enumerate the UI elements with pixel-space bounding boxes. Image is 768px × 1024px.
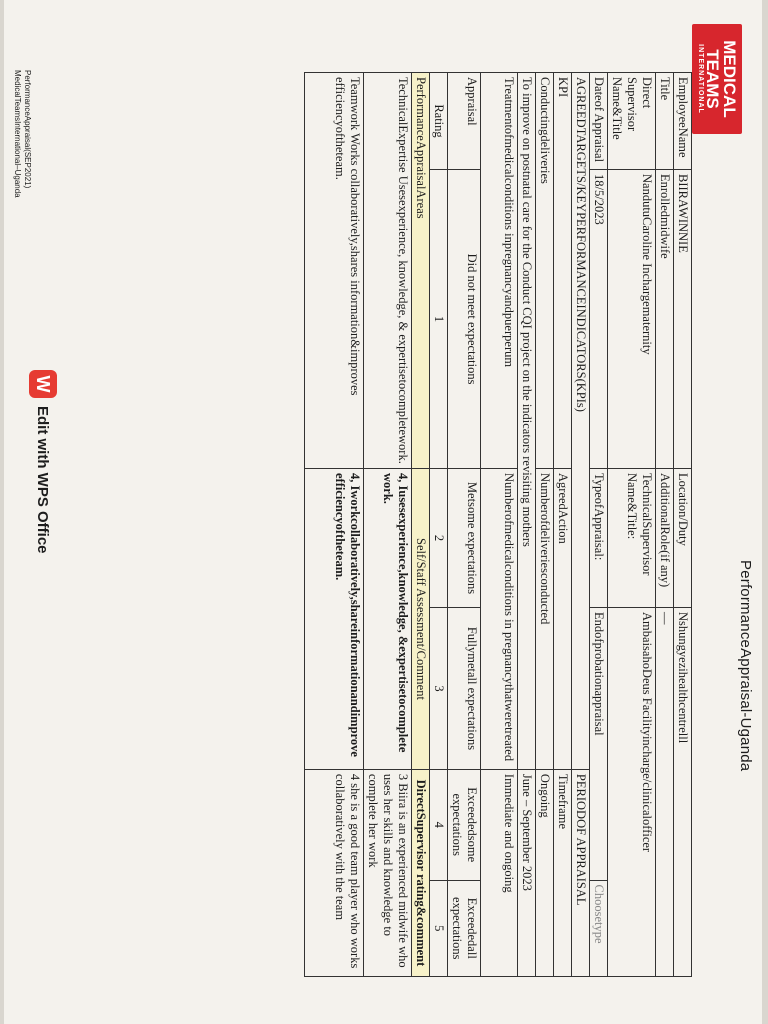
rating-labels-row <box>448 73 481 977</box>
rating-level-label: Fullymetall expectations <box>448 608 481 770</box>
rating-value: 1 <box>430 170 448 469</box>
rating-level-label: Metsome expectations <box>448 469 481 608</box>
technical-supervisor-label: TechnicalSupervisor Name&Title: <box>608 469 656 608</box>
action-cell: Numberofmedicalconditions in pregnancythatweretreated <box>481 469 518 770</box>
direct-supervisor-value: NandutuCaroline Inchargematernity <box>608 170 656 469</box>
rotated-content <box>4 0 762 1024</box>
area-cell: TechnicalExpertise Usesexperience, knowledge, & expertisetocompletework. <box>364 73 412 469</box>
kpi-row <box>536 73 554 977</box>
performance-header-row <box>412 73 430 977</box>
page-footer <box>13 70 32 198</box>
footer-line: PerformanceAppraisal(SEP2021) <box>23 70 32 189</box>
wps-label: Edit with WPS Office <box>34 406 52 554</box>
kpi-title-row <box>572 73 590 977</box>
self-cell: 4, Iusesexperience,knowledge, &expertisetocomplete work. <box>364 469 412 770</box>
kpi-header-row <box>554 73 572 977</box>
rating-level-label: Exceededsome expectations <box>448 769 481 880</box>
rating-value: 3 <box>430 608 448 770</box>
performance-row <box>364 73 412 977</box>
kpi-section-title: AGREEDTARGETS/KEYPERFORMANCEINDICATORS(KPIs) <box>572 73 590 770</box>
kpi-cell: Treatmentofmedicalconditions inpregnancyandpuerperum <box>481 73 518 469</box>
timeframe-cell: June – September 2023 <box>518 769 536 976</box>
rating-level-label: Exceededall expectations <box>448 880 481 976</box>
location-value: Nshungyezihealthcentrelll <box>674 608 692 977</box>
location-label: Location/Duty <box>674 469 692 608</box>
footer-line: MedicalTeamsInternational–Uganda <box>13 70 23 198</box>
self-cell: 4, Iworkcollaboratively,shareinformationandimprove efficiencyoftheteam. <box>305 469 364 770</box>
direct-supervisor-label: Direct Supervisor Name&Title <box>608 73 656 170</box>
appraisal-label: Appraisal <box>448 73 481 170</box>
technical-supervisor-value: AmbaisahoDeus Facilityincharge/clinicalofficer <box>608 608 656 977</box>
self-col-header: Self/Staff Assessment/Comment <box>412 469 430 770</box>
employee-row-2 <box>656 73 674 977</box>
kpi-row <box>481 73 518 977</box>
area-col-header: PerformanceAppraisalAreas <box>412 73 430 469</box>
date-value: 18/5/2023 <box>590 170 608 469</box>
wps-edit-button[interactable] <box>29 370 57 554</box>
employee-row-4 <box>590 73 608 977</box>
additional-role-label: AdditionalRole(if any) <box>656 469 674 608</box>
action-cell: Numberofdeliveriesconducted <box>536 469 554 770</box>
wps-icon: W <box>29 370 57 398</box>
kpi-cell: Conductingdeliveries <box>536 73 554 469</box>
performance-row <box>305 73 364 977</box>
rating-value: 5 <box>430 880 448 976</box>
document-title: PerformanceAppraisal-Uganda <box>737 560 754 772</box>
date-label: Dateof Appraisal <box>590 73 608 170</box>
rating-values-row <box>430 73 448 977</box>
timeframe-cell: Ongoing <box>536 769 554 976</box>
supervisor-col-header: DirectSupervisor rating&comment <box>412 769 430 976</box>
rating-value: 2 <box>430 469 448 608</box>
title-label: Title <box>656 73 674 170</box>
choose-type: Choosetype <box>590 880 608 976</box>
supervisor-cell: 3 Biira is an experienced midwife who uses her skills and knowledge to complete her work <box>364 769 412 976</box>
title-value: Enrolledmidwife <box>656 170 674 469</box>
appraisal-type-value: Endofprobationappraisal <box>590 608 608 881</box>
employee-name-label: EmployeeName <box>674 73 692 170</box>
rating-label: Rating <box>430 73 448 170</box>
employee-row-1 <box>674 73 692 977</box>
rating-level-label: Did not meet expectations <box>448 170 481 469</box>
additional-role-value: — <box>656 608 674 977</box>
period-of-appraisal: PERIODOF APPRAISAL <box>572 769 590 976</box>
kpi-row <box>518 73 536 977</box>
appraisal-table <box>304 72 692 977</box>
kpi-col-header: KPI <box>554 73 572 469</box>
appraisal-type-label: TypeofAppraisal: <box>590 469 608 608</box>
timeframe-col-header: Timeframe <box>554 769 572 976</box>
kpi-cell: To improve on postnatal care for the Conduct CQI project on the indicators revisiting mothers <box>518 73 536 770</box>
employee-row-3 <box>608 73 656 977</box>
rating-value: 4 <box>430 769 448 880</box>
area-cell: Teamwork Works collaboratively,shares information&improves efficiencyoftheteam. <box>305 73 364 469</box>
supervisor-cell: 4 she is a good team player who works collaboratively with the team <box>305 769 364 976</box>
timeframe-cell: Immediate and ongoing <box>481 769 518 976</box>
employee-name-value: BIIRAWINNIE <box>674 170 692 469</box>
document-page <box>4 0 762 1024</box>
medical-teams-logo: MEDICAL TEAMS INTERNATIONAL <box>692 24 742 134</box>
action-col-header: AgreedAction <box>554 469 572 770</box>
